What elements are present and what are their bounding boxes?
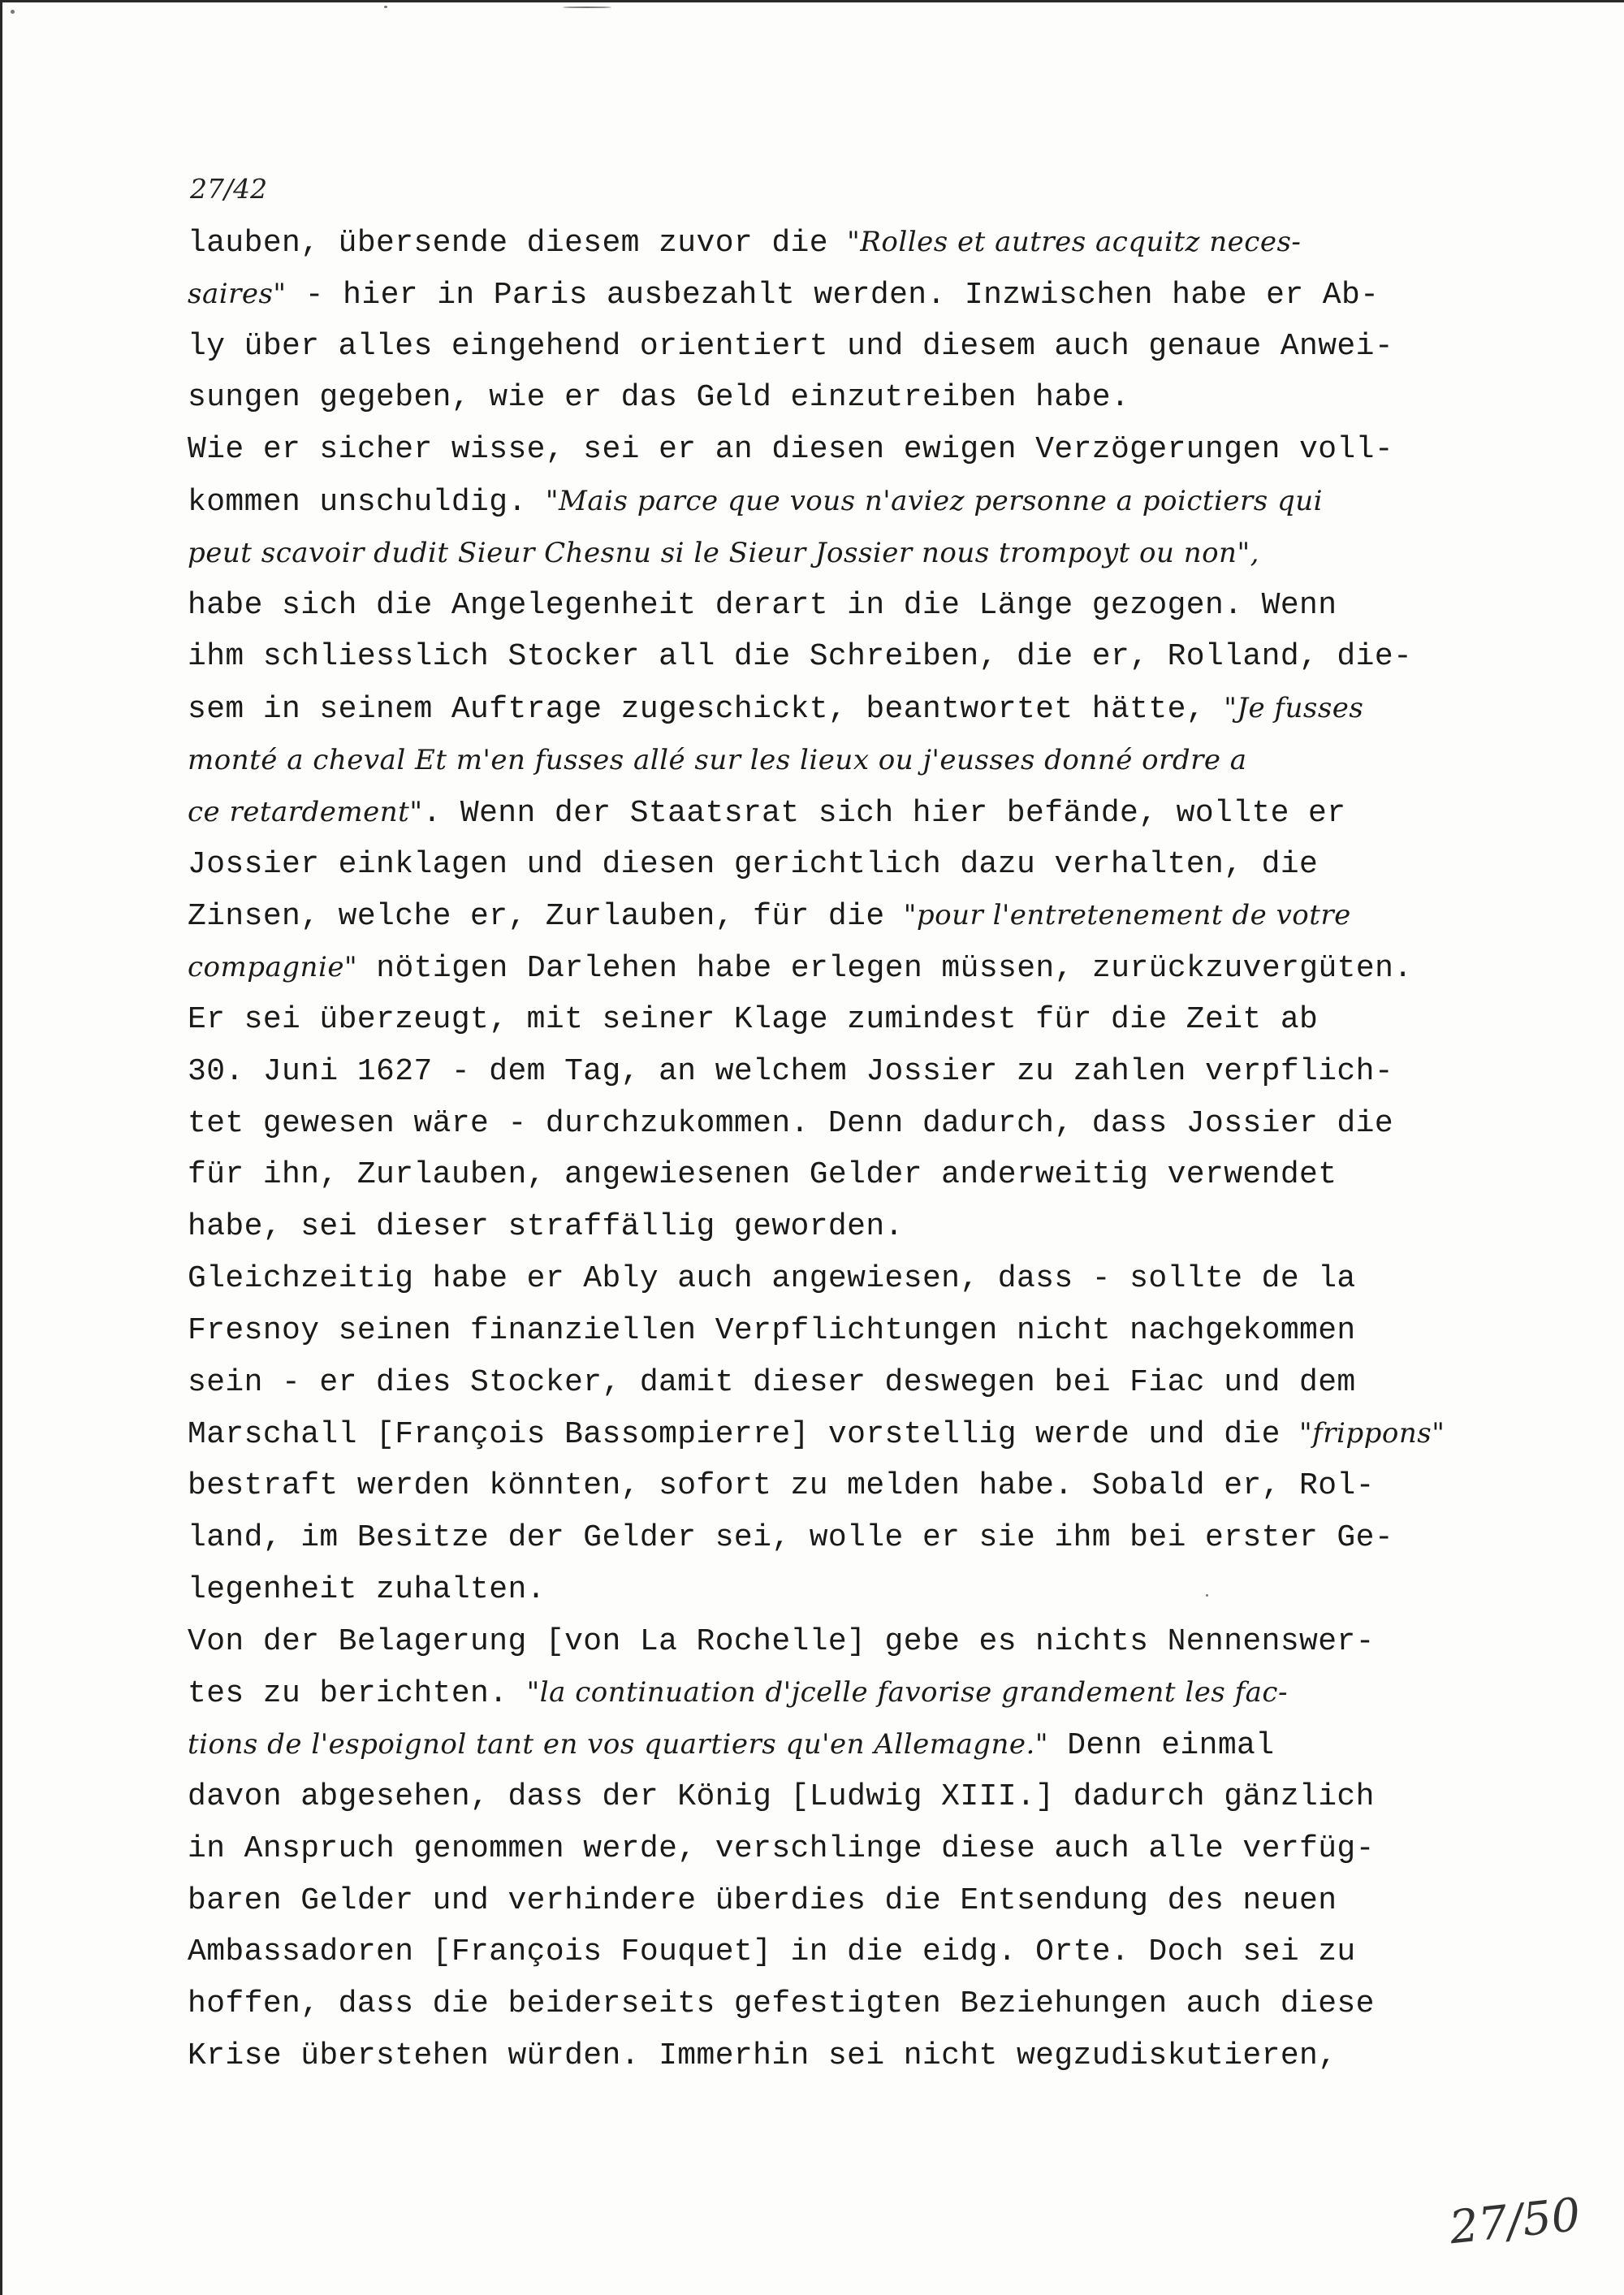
text-line: [188, 1149, 1471, 1201]
text-line: [188, 1305, 1471, 1357]
french-quotation: "Je fusses: [1224, 692, 1364, 725]
text-line: [188, 1357, 1471, 1409]
text-segment: lauben, übersende diesem zuvor die: [188, 226, 848, 261]
text-line: [188, 2030, 1471, 2082]
text-line: [188, 1616, 1471, 1668]
text-segment: sungen gegeben, wie er das Geld einzutreiben habe.: [188, 380, 1130, 416]
text-line: [188, 424, 1471, 476]
text-segment: Jossier einklagen und diesen gerichtlich dazu verhalten, die: [188, 846, 1319, 882]
text-segment: kommen unschuldig.: [188, 484, 546, 520]
text-line: [188, 1512, 1471, 1564]
text-line: [188, 839, 1471, 891]
text-line: [188, 1719, 1471, 1771]
french-quotation: tions de l'espoignol tant en vos quartiers qu'en Allemagne.": [188, 1728, 1048, 1761]
handwritten-folio-number: 27/50: [1447, 2188, 1583, 2255]
text-line: [188, 1098, 1471, 1150]
text-line: [188, 217, 1471, 269]
text-segment: bestraft werden könnten, sofort zu melden habe. Sobald er, Rol-: [188, 1468, 1375, 1504]
text-line: [188, 1046, 1471, 1098]
text-segment: ihm schliesslich Stocker all die Schreiben, die er, Rolland, die-: [188, 639, 1413, 675]
french-quotation: "Mais parce que vous n'aviez personne a poictiers qui: [545, 484, 1324, 517]
text-segment: 30. Juni 1627 - dem Tag, an welchem Jossier zu zahlen verpflich-: [188, 1053, 1394, 1089]
french-quotation: ce retardement": [188, 795, 423, 828]
french-quotation: compagnie": [188, 951, 358, 984]
text-line: [188, 528, 1471, 580]
body-text: [188, 217, 1471, 2082]
text-line: [188, 580, 1471, 632]
text-line: [188, 942, 1471, 994]
text-line: [188, 631, 1471, 683]
text-line: [188, 1564, 1471, 1616]
text-line: [188, 1408, 1471, 1460]
text-line: [188, 890, 1471, 942]
text-segment: - hier in Paris ausbezahlt werden. Inzwischen habe er Ab-: [286, 277, 1380, 313]
scan-speck: [384, 6, 387, 8]
text-line: [188, 321, 1471, 373]
text-line: [188, 1253, 1471, 1305]
text-segment: legenheit zuhalten.: [188, 1571, 546, 1607]
text-segment: sem in seinem Auftrage zugeschickt, beantwortet hätte,: [188, 692, 1224, 728]
text-segment: tet gewesen wäre - durchzukommen. Denn dadurch, dass Jossier die: [188, 1105, 1394, 1141]
text-line: [188, 1875, 1471, 1927]
text-segment: habe, sei dieser straffällig geworden.: [188, 1209, 904, 1245]
text-segment: sein - er dies Stocker, damit dieser deswegen bei Fiac und dem: [188, 1364, 1356, 1400]
text-segment: Zinsen, welche er, Zurlauben, für die: [188, 899, 904, 935]
text-line: [188, 787, 1471, 839]
text-line: [188, 1667, 1471, 1719]
text-line: [188, 1201, 1471, 1253]
text-line: [188, 1978, 1471, 2030]
text-segment: in Anspruch genommen werde, verschlinge diese auch alle verfüg-: [188, 1830, 1375, 1866]
text-segment: Marschall [François Bassompierre] vorstellig werde und die: [188, 1417, 1300, 1453]
text-segment: Er sei überzeugt, mit seiner Klage zumindest für die Zeit ab: [188, 1001, 1319, 1037]
text-segment: Wie er sicher wisse, sei er an diesen ewigen Verzögerungen voll-: [188, 432, 1394, 468]
text-line: [188, 269, 1471, 321]
text-segment: davon abgesehen, dass der König [Ludwig XIII.] dadurch gänzlich: [188, 1779, 1375, 1814]
text-line: [188, 1823, 1471, 1875]
scan-speck: [563, 6, 611, 8]
text-segment: für ihn, Zurlauben, angewiesenen Gelder anderweitig verwendet: [188, 1157, 1337, 1193]
french-quotation: saires": [188, 277, 287, 310]
text-segment: nötigen Darlehen habe erlegen müssen, zurückzuvergüten.: [357, 951, 1413, 987]
french-quotation: peut scavoir dudit Sieur Chesnu si le Sieur Jossier nous trompoyt ou non",: [188, 536, 1259, 569]
text-line: [188, 1926, 1471, 1978]
text-segment: baren Gelder und verhindere überdies die Entsendung des neuen: [188, 1882, 1337, 1918]
text-segment: ly über alles eingehend orientiert und diesem auch genaue Anwei-: [188, 328, 1394, 364]
text-segment: hoffen, dass die beiderseits gefestigten Beziehungen auch diese: [188, 1986, 1375, 2022]
text-segment: land, im Besitze der Gelder sei, wolle er sie ihm bei erster Ge-: [188, 1519, 1394, 1555]
page-number: 27/42: [190, 173, 268, 205]
text-line: [188, 1771, 1471, 1823]
scan-speck: [11, 10, 15, 14]
text-line: [188, 994, 1471, 1046]
text-line: [188, 735, 1471, 787]
text-line: [188, 372, 1471, 424]
text-segment: Denn einmal: [1047, 1728, 1275, 1764]
french-quotation: "la continuation d'jcelle favorise grandement les fac-: [526, 1676, 1288, 1709]
text-segment: Von der Belagerung [von La Rochelle] gebe es nichts Nennenswer-: [188, 1623, 1375, 1659]
text-segment: habe sich die Angelegenheit derart in die Länge gezogen. Wenn: [188, 587, 1337, 623]
text-segment: Ambassadoren [François Fouquet] in die eidg. Orte. Doch sei zu: [188, 1934, 1356, 1970]
text-segment: Fresnoy seinen finanziellen Verpflichtungen nicht nachgekommen: [188, 1312, 1356, 1348]
french-quotation: monté a cheval Et m'en fusses allé sur les lieux ou j'eusses donné ordre a: [188, 743, 1247, 776]
french-quotation: "frippons": [1299, 1417, 1445, 1450]
text-line: [188, 683, 1471, 735]
french-quotation: "Rolles et autres acquitz neces-: [847, 226, 1302, 258]
text-line: [188, 1460, 1471, 1512]
text-segment: Krise überstehen würden. Immerhin sei nicht wegzudiskutieren,: [188, 2038, 1337, 2073]
french-quotation: "pour l'entretenement de votre: [903, 899, 1351, 932]
text-segment: . Wenn der Staatsrat sich hier befände, wollte er: [422, 795, 1346, 831]
text-segment: tes zu berichten.: [188, 1676, 527, 1712]
text-segment: Gleichzeitig habe er Ably auch angewiesen, dass - sollte de la: [188, 1260, 1356, 1296]
text-line: [188, 476, 1471, 528]
